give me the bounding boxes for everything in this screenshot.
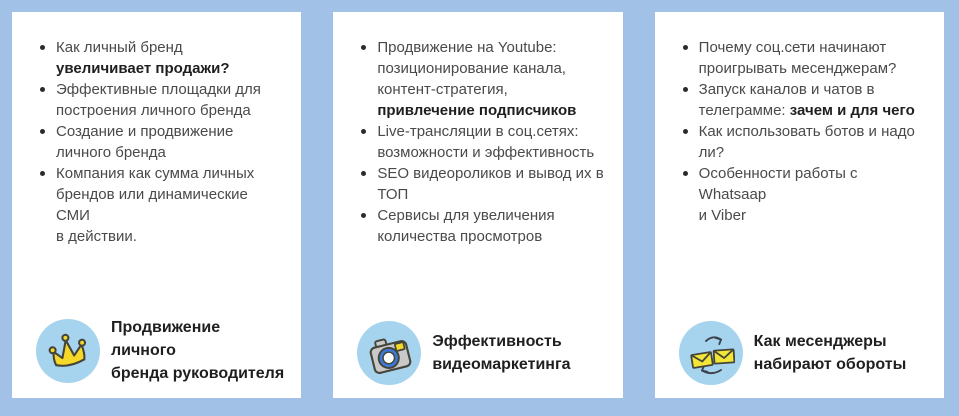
topic-item: Как личный бренд увеличивает продажи?: [56, 37, 285, 79]
topic-item: Создание и продвижение личного бренда: [56, 121, 285, 163]
card-caption: Продвижение личного бренда руководителя: [111, 319, 285, 382]
card-caption: Как месенджеры набирают обороты: [753, 333, 907, 373]
topic-item: Сервисы для увеличения количества просмотров: [377, 205, 606, 247]
topic-item: Live-трансляции в соц.сетях: возможности и эффективность: [377, 121, 606, 163]
topic-item: Продвижение на Youtube: позиционирование канала, контент-стратегия, привлечение подписчиков: [377, 37, 606, 121]
topic-item: SEO видеороликов и вывод их в ТОП: [377, 163, 606, 205]
topic-item: Компания как сумма личных брендов или динамические СМИ в действии.: [56, 163, 285, 247]
topic-item: Запуск каналов и чатов в телеграмме: зачем и для чего: [699, 79, 928, 121]
envelopes-exchange-icon: [679, 321, 743, 385]
topic-item: Почему соц.сети начинают проигрывать месенджерам?: [699, 37, 928, 79]
topic-item: Эффективные площадки для построения личного бренда: [56, 79, 285, 121]
card-footer: [36, 316, 289, 385]
crown-icon: [36, 319, 100, 383]
topic-list: [333, 12, 622, 247]
card-personal-brand: [12, 12, 301, 398]
card-caption: Эффективность видеомаркетинга: [432, 333, 571, 373]
card-footer: [679, 321, 932, 385]
card-messengers: [655, 12, 944, 398]
topic-list: [655, 12, 944, 226]
topic-list: [12, 12, 301, 247]
topic-item: Как использовать ботов и надо ли?: [699, 121, 928, 163]
camera-icon: [357, 321, 421, 385]
topic-item: Особенности работы с Whatsaap и Viber: [699, 163, 928, 226]
card-footer: [357, 321, 610, 385]
card-video-marketing: [333, 12, 622, 398]
